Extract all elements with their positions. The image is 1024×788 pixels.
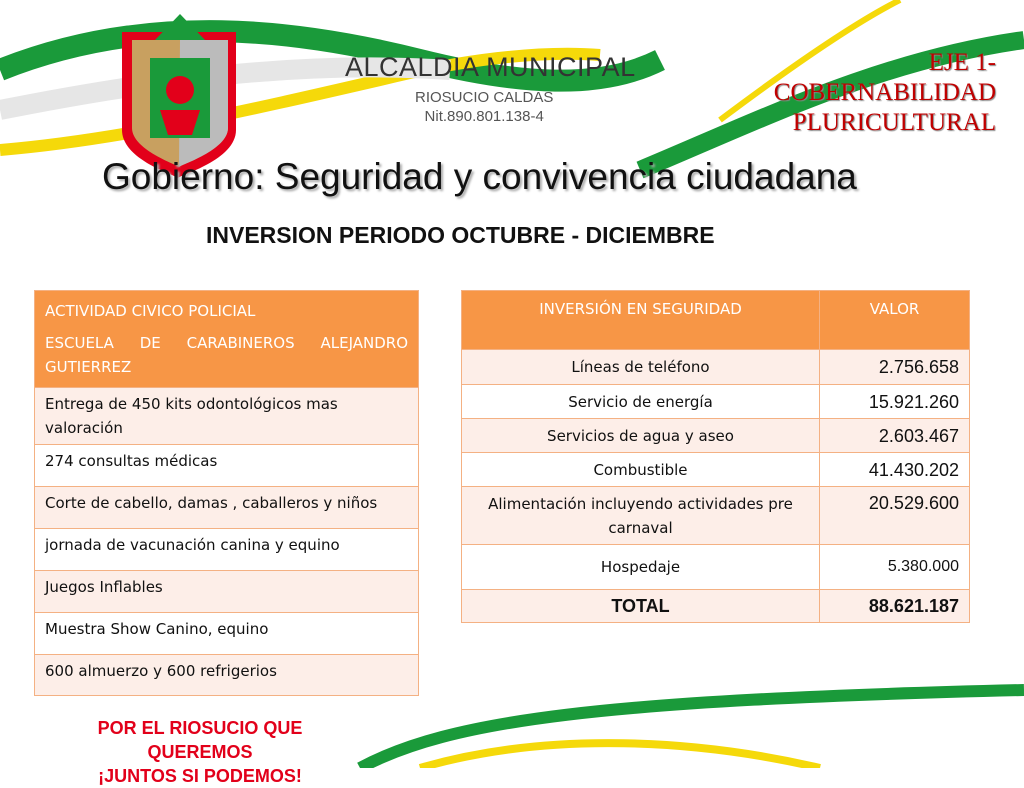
brand-details [415, 88, 553, 126]
item: Servicio de energía [462, 385, 820, 419]
table-row [462, 545, 970, 590]
table-row: Muestra Show Canino, equino [35, 613, 419, 655]
eje-line: EJE 1- [928, 49, 996, 76]
activities-table [34, 290, 419, 696]
location: RIOSUCIO CALDAS [415, 89, 554, 106]
header-line: ACTIVIDAD CIVICO POLICIAL [45, 302, 256, 320]
table-row [462, 419, 970, 453]
table-row: jornada de vacunación canina y equino [35, 529, 419, 571]
total-row [462, 590, 970, 623]
table-row [462, 487, 970, 545]
value: 15.921.260 [820, 385, 970, 419]
total-label: TOTAL [462, 590, 820, 623]
value: 41.430.202 [820, 453, 970, 487]
slide-title: Gobierno: Seguridad y convivencia ciudadana [102, 156, 857, 197]
eje-line: PLURICULTURAL [792, 109, 996, 136]
table-row [462, 385, 970, 419]
column-header: INVERSIÓN EN SEGURIDAD [462, 291, 820, 350]
item: Alimentación incluyendo actividades pre carnaval [462, 487, 820, 545]
item: Servicios de agua y aseo [462, 419, 820, 453]
table-row: 600 almuerzo y 600 refrigerios [35, 655, 419, 696]
total-value: 88.621.187 [820, 590, 970, 623]
table-row: Corte de cabello, damas , caballeros y niños [35, 487, 419, 529]
value: 2.756.658 [820, 350, 970, 385]
investment-table [461, 290, 970, 623]
header-line: ESCUELA DE CARABINEROS ALEJANDRO GUTIERREZ [45, 334, 408, 376]
axis-label [774, 48, 996, 138]
table-row [462, 453, 970, 487]
item: Combustible [462, 453, 820, 487]
slide-subtitle: INVERSION PERIODO OCTUBRE - DICIEMBRE [206, 222, 715, 248]
slogan-line: POR EL RIOSUCIO QUE QUEREMOS [97, 718, 303, 762]
table-row: 274 consultas médicas [35, 445, 419, 487]
nit: Nit.890.801.138-4 [424, 108, 544, 125]
column-header: VALOR [820, 291, 970, 350]
value: 5.380.000 [820, 545, 970, 590]
brand-name: ALCALDIA MUNICIPAL [345, 52, 636, 82]
table-row [462, 350, 970, 385]
table-header [35, 291, 419, 388]
item: Hospedaje [462, 545, 820, 590]
municipal-shield-logo [122, 14, 236, 178]
slogan-line: ¡JUNTOS SI PODEMOS! [98, 766, 302, 786]
value: 20.529.600 [820, 487, 970, 545]
item: Líneas de teléfono [462, 350, 820, 385]
value: 2.603.467 [820, 419, 970, 453]
slogan [52, 716, 348, 788]
eje-line: COBERNABILIDAD [773, 79, 996, 106]
table-row: Juegos Inflables [35, 571, 419, 613]
table-row: Entrega de 450 kits odontológicos mas valoración [35, 388, 419, 445]
